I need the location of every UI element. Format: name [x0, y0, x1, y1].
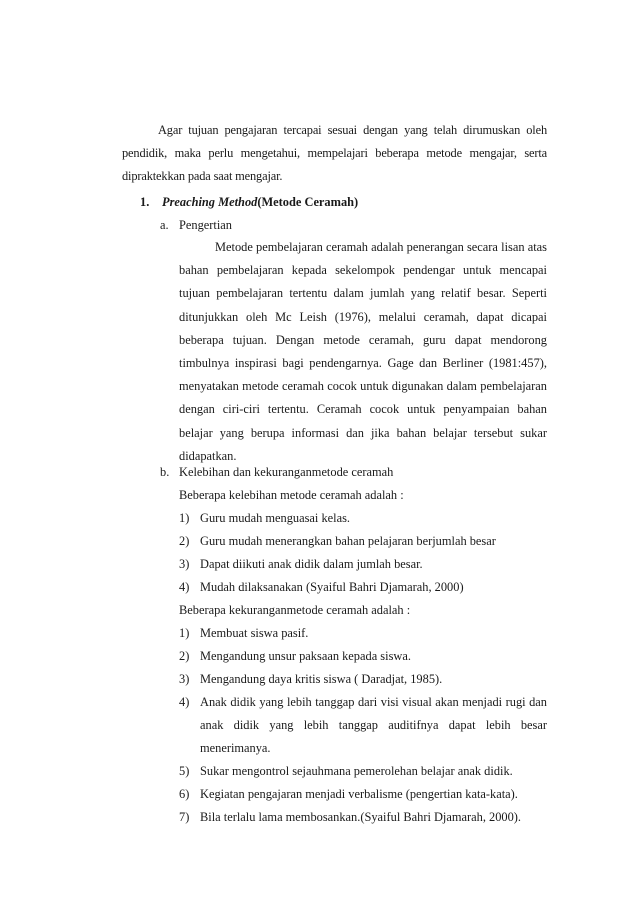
list-text: Mengandung daya kritis siswa ( Daradjat, 1985).	[200, 672, 443, 686]
list-text: Anak didik yang lebih tanggap dari visi visual akan menjadi rugi dan anak didik yang lebih tanggap auditifnya dapat lebih besar menerimanya.	[200, 695, 547, 756]
advantages-intro: Beberapa kelebihan metode ceramah adalah :	[179, 488, 404, 502]
definition-paragraph: Metode pembelajaran ceramah adalah penerangan secara lisan atas bahan pembelajaran kepada sekelompok pendengar untuk mencapai tujuan pembelajaran tertentu dalam jumlah yang relatif besar. Seperti ditunjukkan oleh Mc Leish (1976), melalui ceramah, dapat dicapai beberapa tujuan. Dengan metode ceramah, guru dapat mendorong timbulnya inspirasi bagi pendengarnya. Gage dan Berliner (1981:457), menyatakan metode ceramah cocok untuk digunakan dalam pembelajaran dengan ciri-ciri tertentu. Ceramah cocok untuk penyampaian bahan belajar yang berupa informasi dan jika bahan belajar tersebut sukar didapatkan.	[179, 240, 547, 463]
section-title-italic: Preaching Method	[162, 195, 258, 209]
sub-b-title: Kelebihan dan kekuranganmetode ceramah	[179, 465, 394, 479]
list-number: 2)	[179, 534, 190, 548]
list-text: Bila terlalu lama membosankan.(Syaiful Bahri Djamarah, 2000).	[200, 810, 522, 824]
list-text: Dapat diikuti anak didik dalam jumlah besar.	[200, 557, 423, 571]
list-number: 1)	[179, 511, 190, 525]
list-text: Mudah dilaksanakan (Syaiful Bahri Djamarah, 2000)	[200, 580, 464, 594]
disadvantage-item	[179, 691, 547, 761]
disadvantages-intro: Beberapa kekuranganmetode ceramah adalah :	[179, 603, 411, 617]
list-number: 7)	[179, 810, 190, 824]
disadvantage-item	[179, 783, 547, 806]
advantage-item	[179, 507, 547, 530]
sub-b-label: b.	[160, 465, 170, 479]
list-text: Mengandung unsur paksaan kepada siswa.	[200, 649, 411, 663]
disadvantage-item	[179, 806, 547, 829]
list-number: 5)	[179, 764, 190, 778]
disadvantage-item	[179, 760, 547, 783]
list-number: 3)	[179, 672, 190, 686]
disadvantage-item	[179, 668, 547, 691]
list-text: Sukar mengontrol sejauhmana pemerolehan belajar anak didik.	[200, 764, 513, 778]
intro-paragraph: Agar tujuan pengajaran tercapai sesuai dengan yang telah dirumuskan oleh pendidik, maka perlu mengetahui, mempelajari beberapa metode mengajar, serta dipraktekkan pada saat mengajar.	[122, 123, 547, 184]
sub-a-label: a.	[160, 218, 169, 232]
list-text: Guru mudah menerangkan bahan pelajaran berjumlah besar	[200, 534, 496, 548]
list-text: Membuat siswa pasif.	[200, 626, 309, 640]
disadvantage-item	[179, 622, 547, 645]
list-number: 3)	[179, 557, 190, 571]
advantage-item	[179, 553, 547, 576]
disadvantage-item	[179, 645, 547, 668]
list-number: 1)	[179, 626, 190, 640]
list-text: Kegiatan pengajaran menjadi verbalisme (pengertian kata-kata).	[200, 787, 518, 801]
sub-a-title: Pengertian	[179, 218, 232, 232]
list-text: Guru mudah menguasai kelas.	[200, 511, 351, 525]
advantage-item	[179, 576, 547, 599]
list-number: 2)	[179, 649, 190, 663]
list-number: 4)	[179, 695, 190, 709]
list-number: 6)	[179, 787, 190, 801]
section-number: 1.	[140, 195, 150, 209]
section-title-rest: (Metode Ceramah)	[257, 195, 359, 209]
section-heading	[140, 191, 560, 214]
advantage-item	[179, 530, 547, 553]
list-number: 4)	[179, 580, 190, 594]
